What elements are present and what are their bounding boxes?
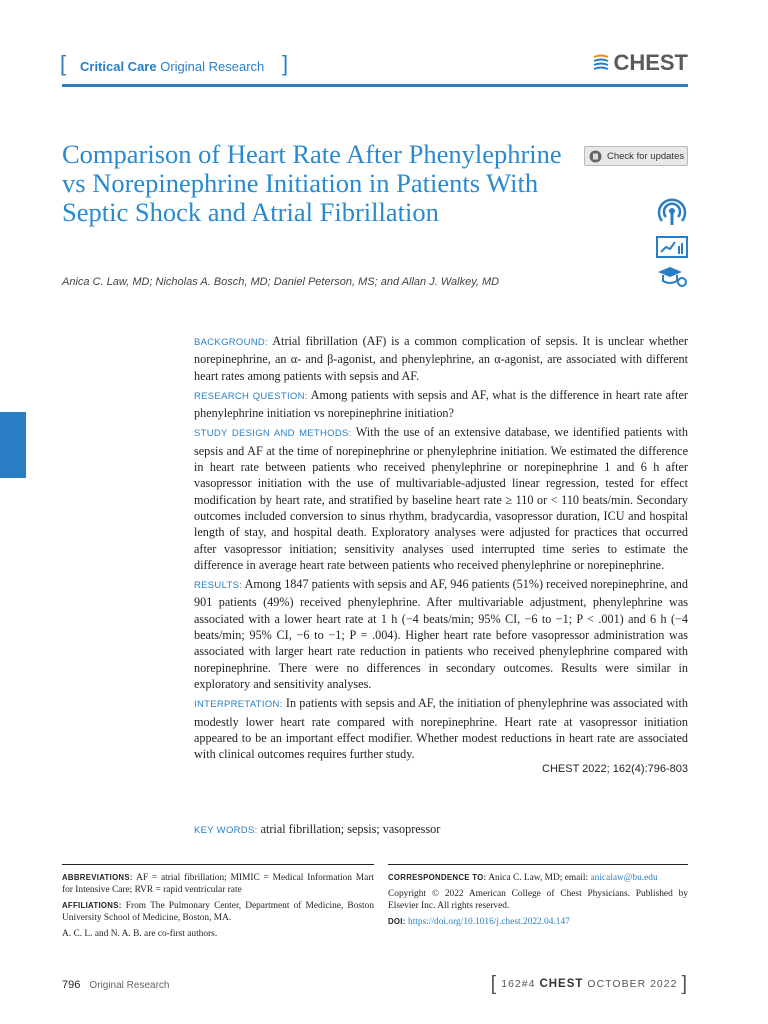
- background-text: Atrial fibrillation (AF) is a common complication of sepsis. It is unclear whether norepinephrine, an α- and β-agonist, and phenylephrine, an α-agonist, are associated with different heart rates among patients with sepsis and AF.: [194, 334, 688, 383]
- footer-journal: CHEST: [539, 978, 584, 990]
- abstract-question: [194, 387, 688, 422]
- chart-icon[interactable]: [656, 236, 688, 263]
- copyright: Copyright © 2022 American College of Chest Physicians. Published by Elsevier Inc. All rights reserved.: [388, 889, 688, 911]
- author-list: Anica C. Law, MD; Nicholas A. Bosch, MD; Daniel Peterson, MS; and Allan J. Walkey, MD: [62, 276, 500, 288]
- header-bracket-right: ]: [282, 51, 289, 76]
- footer-section: Original Research: [89, 980, 170, 991]
- chest-logo-icon: [592, 54, 610, 72]
- affiliations: [62, 900, 374, 924]
- doi-link[interactable]: https://doi.org/10.1016/j.chest.2022.04.147: [408, 917, 570, 927]
- methods-label: STUDY DESIGN AND METHODS:: [194, 428, 352, 440]
- co-first-authors: A. C. L. and N. A. B. are co-first authors.: [62, 929, 218, 939]
- abbreviations-text: AF = atrial fibrillation; MIMIC = Medical Information Mart for Intensive Care; RVR = rapid ventricular rate: [62, 873, 375, 895]
- header-rule: [62, 84, 688, 87]
- footnotes-right: [388, 872, 688, 928]
- header-section-name: Critical Care: [80, 59, 157, 74]
- methods-text: With the use of an extensive database, we identified patients with sepsis and AF at the time of norepinephrine or phenylephrine initiation. We estimated the difference in heart rate between patients who received phenylephrine or norepinephrine 1 and 6 h after vasopressor initiation with the use of multivariable-adjusted linear regression, tested for effect modification by heart rate, and stratified by baseline heart rate ≥ 110 or < 110 beats/min. Secondary outcomes included conversion to sinus rhythm, bradycardia, vasopressor duration, ICU and hospital length of stay, and hospital death. Exploratory analyses were adjusted for practices that occurred after vasopressor initiation; sensitivity analyses used interrupted time series to estimate the difference in average heart rate between patients who received phenylephrine or norepinephrine.: [194, 425, 688, 572]
- footer-bracket-right: ]: [681, 973, 688, 995]
- doi-label: DOI:: [388, 917, 406, 926]
- background-label: BACKGROUND:: [194, 337, 269, 348]
- correspondence: [388, 872, 688, 884]
- page-footer-right: [491, 974, 688, 994]
- footer-issue: 162#4: [501, 978, 536, 990]
- results-text: Among 1847 patients with sepsis and AF, 946 patients (51%) received norepinephrine, and 901 patients (49%) received phenylephrine. After multivariable adjustment, phenylephrine was associated with a lower heart rate at 1 h (−4 beats/min; 95% CI, −6 to −1; P < .001) and 6 h (−4 beats/min; 95% CI, −6 to −1; P = .004). Higher heart rate before vasopressor administration was associated with larger heart rate reduction in patients who received phenylephrine compared with norepinephrine. There were no differences in secondary outcomes. Results were similar in exploratory and sensitivity analyses.: [194, 577, 688, 691]
- chest-logo: [592, 50, 688, 76]
- header-subsection: Original Research: [160, 59, 265, 74]
- check-for-updates-button[interactable]: [584, 146, 688, 166]
- page-number: 796: [62, 979, 81, 991]
- abbreviations-label: ABBREVIATIONS:: [62, 873, 133, 882]
- affiliations-label: AFFILIATIONS:: [62, 901, 122, 910]
- footer-date: OCTOBER 2022: [587, 978, 678, 990]
- affiliations-text: From The Pulmonary Center, Department of Medicine, Boston University School of Medicine, Boston, MA.: [62, 901, 375, 923]
- podcast-icon[interactable]: [656, 198, 688, 233]
- citation: CHEST 2022; 162(4):796-803: [542, 763, 688, 776]
- correspondence-text: Anica C. Law, MD; email:: [488, 873, 589, 883]
- education-icon[interactable]: [656, 266, 688, 293]
- results-label: RESULTS:: [194, 580, 243, 592]
- abstract-background: [194, 333, 688, 384]
- abstract: [194, 333, 688, 778]
- footnote-rule-left: [62, 864, 374, 865]
- keywords-label: KEY WORDS:: [194, 825, 258, 836]
- side-tab: [0, 412, 26, 478]
- check-updates-icon: [589, 150, 602, 163]
- article-title: Comparison of Heart Rate After Phenylephrine vs Norepinephrine Initiation in Patients With Septic Shock and Atrial Fibrillation: [62, 139, 562, 227]
- abstract-interpretation: [194, 695, 688, 762]
- header-section: [80, 59, 264, 74]
- footnotes-left: [62, 872, 374, 940]
- doi: [388, 916, 688, 928]
- abstract-results: [194, 576, 688, 692]
- keywords: [194, 822, 440, 837]
- correspondence-label: CORRESPONDENCE TO:: [388, 873, 487, 882]
- interpretation-text: In patients with sepsis and AF, the initiation of phenylephrine was associated with modestly lower heart rate compared with norepinephrine. Heart rate at vasopressor initiation appeared to be an important effect modifier. Whether modest reductions in heart rate are associated with clinical outcomes requires further study.: [194, 696, 689, 762]
- check-for-updates-label: Check for updates: [607, 150, 685, 162]
- correspondence-email-link[interactable]: anicalaw@bu.edu: [590, 873, 658, 883]
- page-footer-left: [62, 979, 169, 991]
- header-bracket-left: [: [60, 51, 67, 76]
- abstract-methods: [194, 424, 688, 573]
- interpretation-label: INTERPRETATION:: [194, 699, 283, 711]
- question-label: RESEARCH QUESTION:: [194, 390, 308, 402]
- abbreviations: [62, 872, 374, 896]
- question-text: Among patients with sepsis and AF, what is the difference in heart rate after phenylephrine initiation vs norepinephrine initiation?: [194, 387, 688, 421]
- chest-logo-text: CHEST: [613, 50, 688, 75]
- footer-bracket-left: [: [490, 973, 498, 995]
- keywords-text: atrial fibrillation; sepsis; vasopressor: [260, 822, 441, 836]
- footnote-rule-right: [388, 864, 688, 865]
